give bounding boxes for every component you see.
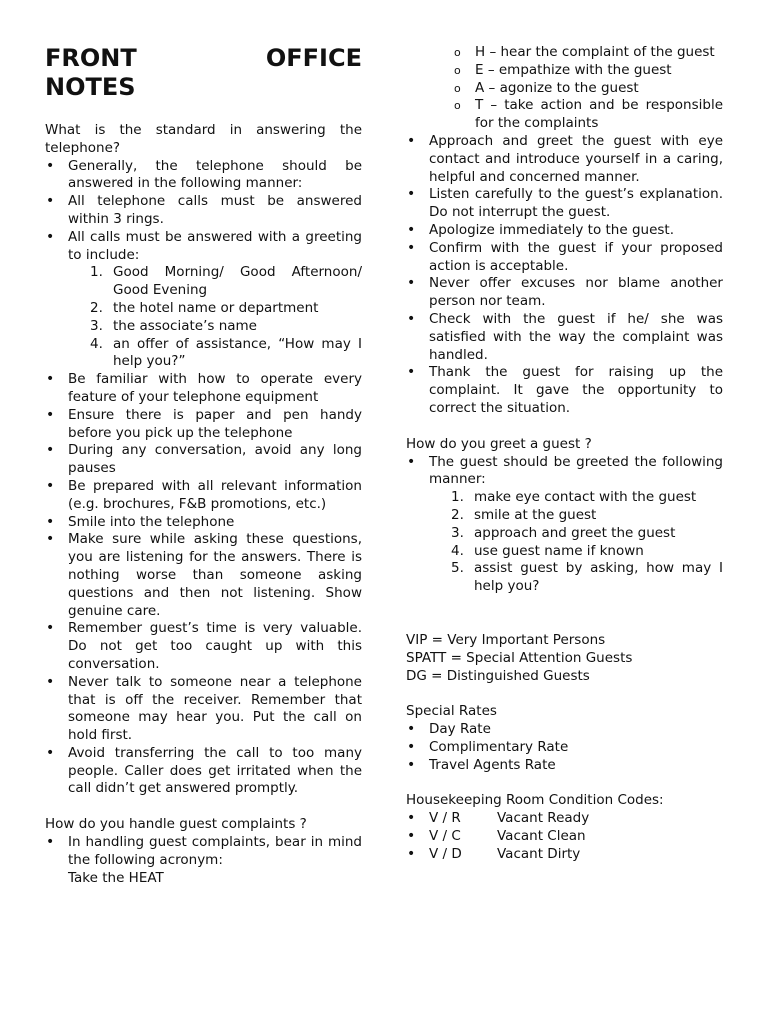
item-text: an offer of assistance, “How may I help you?”	[113, 335, 362, 370]
list-item: • Complimentary Rate	[406, 739, 723, 757]
list-item: • Approach and greet the guest with eye contact and introduce yourself in a caring, helpful and concerned manner.	[406, 133, 723, 186]
heat-item	[451, 62, 723, 80]
list-item: • Avoid transferring the call to too many people. Caller does get irritated when the call didn’t get answered promptly.	[45, 745, 362, 798]
room-code-meaning: Vacant Ready	[497, 810, 590, 827]
page-title	[45, 44, 362, 102]
housekeeping-heading: Housekeeping Room Condition Codes:	[406, 792, 664, 809]
list-item: • Travel Agents Rate	[406, 757, 723, 775]
greeting-parts-list	[68, 264, 362, 371]
greet-question: How do you greet a guest ?	[406, 435, 592, 452]
numbered-item	[90, 300, 362, 318]
special-rates-heading: Special Rates	[406, 703, 497, 720]
spacer	[45, 798, 362, 816]
item-text: approach and greet the guest	[474, 524, 676, 541]
circle-bullet-icon: o	[454, 99, 461, 113]
item-number: 4.	[90, 335, 103, 352]
title-word-front: FRONT	[45, 44, 137, 72]
list-item: • Smile into the telephone	[45, 514, 362, 532]
item-number: 2.	[90, 299, 103, 316]
list-item-text: The guest should be greeted the following manner:	[429, 453, 723, 488]
list-item: • All telephone calls must be answered within 3 rings.	[45, 193, 362, 229]
item-number: 1.	[90, 264, 103, 281]
list-item: • Remember guest’s time is very valuable. Do not get too caught up with this conversation.	[45, 620, 362, 673]
spacer	[406, 685, 723, 703]
room-code-item	[406, 828, 723, 846]
abbreviation-item: VIP = Very Important Persons	[406, 631, 606, 648]
complaints-intro-list	[45, 834, 362, 887]
item-number: 3.	[451, 524, 464, 541]
list-item: • Be familiar with how to operate every feature of your telephone equipment	[45, 371, 362, 407]
item-text: smile at the guest	[474, 506, 597, 523]
list-item: • Never talk to someone near a telephone that is off the receiver. Remember that someone may hear you. Put the call on hold first.	[45, 674, 362, 745]
numbered-item	[90, 318, 362, 336]
telephone-list	[45, 158, 362, 799]
list-item: • Check with the guest if he/ she was satisfied with the way the complaint was handled.	[406, 311, 723, 364]
title-word-office: OFFICE	[265, 44, 362, 72]
abbreviation-item: DG = Distinguished Guests	[406, 667, 590, 684]
item-text: T – take action and be responsible for the complaints	[475, 97, 723, 132]
list-item: • Never offer excuses nor blame another person nor team.	[406, 275, 723, 311]
list-item: • Listen carefully to the guest’s explanation. Do not interrupt the guest.	[406, 186, 723, 222]
circle-bullet-icon: o	[454, 81, 461, 95]
list-item: • During any conversation, avoid any long pauses	[45, 442, 362, 478]
numbered-item	[451, 525, 723, 543]
heat-list	[406, 44, 723, 133]
room-code-item	[406, 846, 723, 864]
list-item: • Day Rate	[406, 721, 723, 739]
circle-bullet-icon: o	[454, 46, 461, 59]
list-item: • Ensure there is paper and pen handy before you pick up the telephone	[45, 407, 362, 443]
complaint-steps-list	[406, 133, 723, 418]
list-item	[45, 834, 362, 887]
title-word-notes: NOTES	[45, 73, 136, 101]
room-code: V / R	[429, 810, 461, 827]
item-number: 3.	[90, 317, 103, 334]
telephone-question: What is the standard in answering the telephone?	[45, 122, 362, 156]
list-item: • Be prepared with all relevant information (e.g. brochures, F&B promotions, etc.)	[45, 478, 362, 514]
complaints-question: How do you handle guest complaints ?	[45, 816, 307, 833]
spacer	[406, 774, 723, 792]
list-item: • Generally, the telephone should be answered in the following manner:	[45, 158, 362, 194]
item-number: 1.	[451, 489, 464, 506]
list-item: • Make sure while asking these questions, you are listening for the answers. There is nothing worse than someone asking questions and then not listening. Show genuine care.	[45, 531, 362, 620]
heat-item	[451, 80, 723, 98]
greet-steps-list	[429, 489, 723, 596]
numbered-item	[90, 336, 362, 372]
list-item-text: In handling guest complaints, bear in mind the following acronym:	[68, 834, 362, 868]
list-item: • Thank the guest for raising up the complaint. It gave the opportunity to correct the situation.	[406, 364, 723, 417]
item-text: assist guest by asking, how may I help you?	[474, 560, 723, 595]
item-number: 4.	[451, 542, 464, 559]
list-item-text: All calls must be answered with a greeting to include:	[68, 228, 362, 263]
room-code: V / C	[429, 828, 461, 845]
list-item	[45, 229, 362, 371]
item-number: 2.	[451, 506, 464, 523]
item-text: make eye contact with the guest	[474, 489, 697, 506]
numbered-item	[451, 543, 723, 561]
right-column	[406, 44, 723, 864]
item-text: H – hear the complaint of the guest	[475, 44, 715, 60]
numbered-item	[90, 264, 362, 300]
room-code-item	[406, 810, 723, 828]
special-rates-list	[406, 721, 723, 774]
room-code-meaning: Vacant Clean	[497, 828, 586, 845]
abbreviation-list	[406, 632, 723, 685]
list-item: • Confirm with the guest if your proposed action is acceptable.	[406, 240, 723, 276]
heat-item	[451, 97, 723, 133]
heat-acronym-label: Take the HEAT	[68, 869, 164, 886]
numbered-item	[451, 489, 723, 507]
room-codes-list	[406, 810, 723, 863]
circle-bullet-icon: o	[454, 63, 461, 77]
item-text: Good Morning/ Good Afternoon/ Good Evening	[113, 264, 362, 299]
item-text: E – empathize with the guest	[475, 61, 672, 78]
item-number: 5.	[451, 560, 464, 577]
numbered-item	[451, 507, 723, 525]
room-code-meaning: Vacant Dirty	[497, 845, 581, 862]
heat-item	[451, 44, 723, 62]
item-text: the hotel name or department	[113, 299, 319, 316]
numbered-item	[451, 560, 723, 596]
left-column	[45, 44, 362, 887]
item-text: A – agonize to the guest	[475, 79, 639, 96]
list-item: • Apologize immediately to the guest.	[406, 222, 723, 240]
abbreviation-item: SPATT = Special Attention Guests	[406, 649, 633, 666]
spacer	[406, 596, 723, 632]
greet-list	[406, 454, 723, 596]
item-text: use guest name if known	[474, 542, 644, 559]
list-item	[406, 454, 723, 596]
spacer	[406, 418, 723, 436]
room-code: V / D	[429, 845, 462, 862]
item-text: the associate’s name	[113, 317, 257, 334]
